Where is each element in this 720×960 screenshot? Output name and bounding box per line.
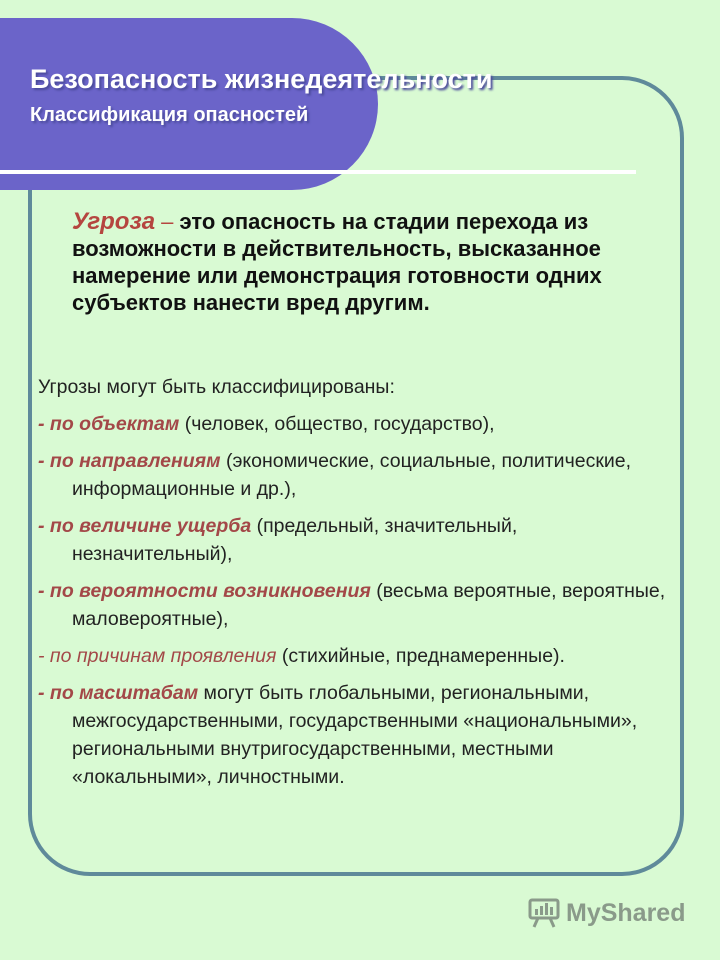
list-item-key: - по направлениям — [38, 450, 221, 472]
list-item-text: (предельный, значительный, незначительный), — [72, 515, 518, 565]
definition-term: Угроза — [72, 208, 156, 235]
list-item — [38, 410, 678, 438]
page-title: Безопасность жизнедеятельности — [30, 64, 493, 94]
list-item-key: - по вероятности возникновения — [38, 580, 371, 602]
list-item — [38, 679, 678, 791]
list-item — [38, 512, 678, 568]
list-item-key: - по объектам — [38, 413, 180, 435]
presentation-board-icon — [528, 898, 560, 928]
myshared-logo[interactable] — [528, 896, 685, 930]
list-item-text: (человек, общество, государство), — [179, 413, 495, 435]
list-item-key: - по величине ущерба — [38, 515, 252, 537]
list-item-text: (весьма вероятные, вероятные, маловероятные), — [72, 580, 666, 630]
classification-list — [38, 410, 678, 800]
definition-text: это опасность на стадии перехода из возможности в действительность, высказанное намерение или демонстрация готовности одних субъектов нанести вред другим. — [72, 209, 602, 315]
list-item-key: - по причинам проявления — [38, 645, 277, 667]
classification-intro: Угрозы могут быть классифицированы: — [38, 376, 395, 398]
list-item — [38, 642, 678, 670]
list-item-text: (стихийные, преднамеренные). — [276, 645, 565, 667]
logo-text: MyShared — [566, 898, 686, 927]
list-item — [38, 577, 678, 633]
list-item-key: - по масштабам — [38, 682, 199, 704]
definition-dash: – — [155, 209, 180, 234]
title-underline — [0, 170, 636, 174]
list-item — [38, 447, 678, 503]
page-subtitle: Классификация опасностей — [30, 104, 309, 126]
list-item-text: (экономические, социальные, политические, информационные и др.), — [72, 450, 632, 500]
list-item-text: могут быть глобальными, региональными, межгосударственными, государственными «национальными», региональными внутригосударственными, местными «локальными», личностными. — [72, 682, 638, 788]
definition — [72, 208, 672, 316]
